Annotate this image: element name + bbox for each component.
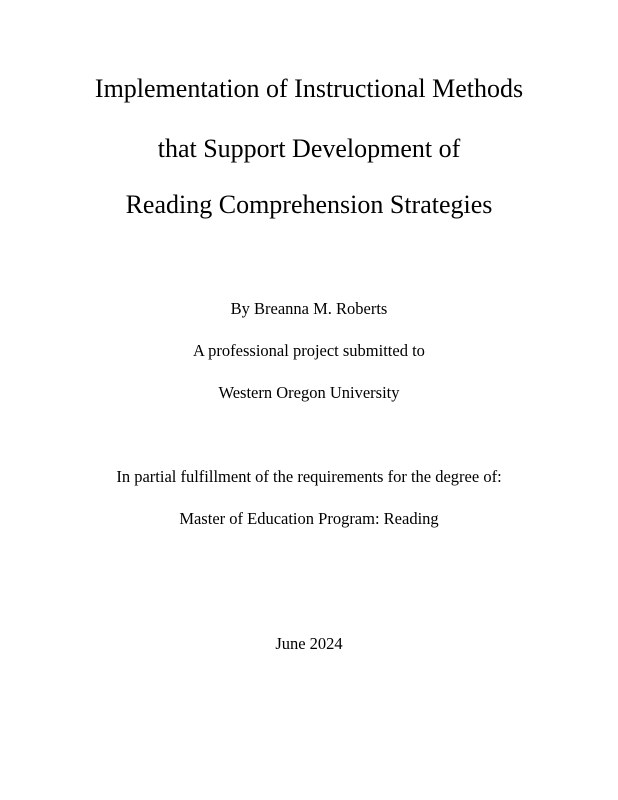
institution-name: Western Oregon University <box>218 383 400 402</box>
degree-name: Master of Education Program: Reading <box>179 509 439 528</box>
author-line: By Breanna M. Roberts <box>230 299 388 318</box>
fulfillment-line: In partial fulfillment of the requirements for the degree of: <box>116 467 502 486</box>
submission-date: June 2024 <box>275 634 343 653</box>
title-line-2: that Support Development of <box>157 134 461 163</box>
submission-line: A professional project submitted to <box>193 341 425 360</box>
title-line-3: Reading Comprehension Strategies <box>125 190 493 219</box>
title-line-1: Implementation of Instructional Methods <box>94 74 524 103</box>
